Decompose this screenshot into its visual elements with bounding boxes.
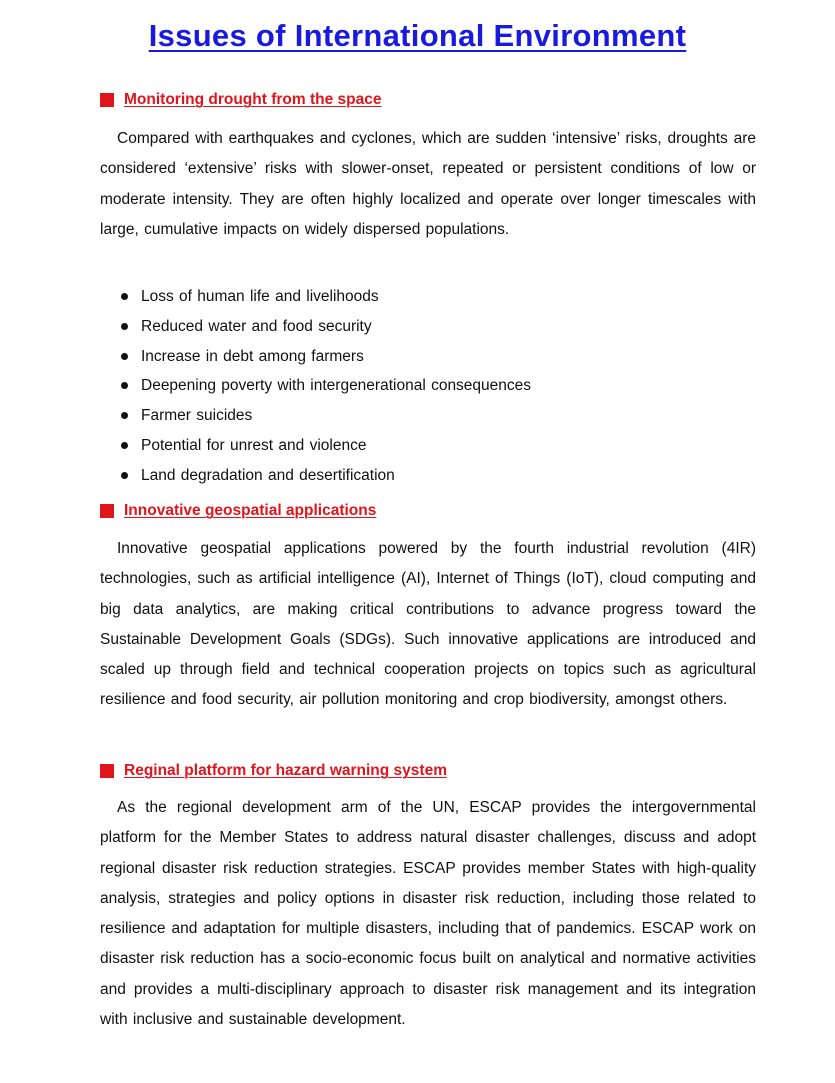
list-item-text: Farmer suicides xyxy=(141,407,253,425)
list-item xyxy=(100,401,756,431)
section-heading-geospatial xyxy=(100,502,376,520)
list-item xyxy=(100,461,756,491)
list-item-text: Potential for unrest and violence xyxy=(141,436,367,454)
list-item-text: Reduced water and food security xyxy=(141,317,372,335)
section-heading-label: Innovative geospatial applications xyxy=(124,502,377,519)
bullet-icon xyxy=(121,353,128,360)
paragraph-geospatial: Innovative geospatial applications powered by the fourth industrial revolution (4IR) technologies, such as artificial intelligence (AI), Internet of Things (IoT), cloud computing and big data analytics, are making critical contributions to advance progress toward the Sustainable Development Goals (SDGs). Such innovative applications are introduced and scaled up through field and technical cooperation projects on topics such as agricultural resilience and food security, air pollution monitoring and crop biodiversity, amongst others. xyxy=(100,540,756,709)
bullet-icon xyxy=(121,293,128,300)
heading-marker-square xyxy=(100,504,114,518)
bullet-icon xyxy=(121,323,128,330)
list-item xyxy=(100,371,756,401)
section-heading-drought xyxy=(100,91,381,109)
bullet-list-drought-impacts xyxy=(100,282,756,491)
section-heading-label: Monitoring drought from the space xyxy=(124,91,382,108)
section-heading-label: Reginal platform for hazard warning system xyxy=(124,762,447,779)
list-item xyxy=(100,312,756,342)
heading-marker-square xyxy=(100,93,114,107)
bullet-icon xyxy=(121,442,128,449)
paragraph-hazard-warning: As the regional development arm of the UN, ESCAP provides the intergovernmental platform for the Member States to address natural disaster challenges, discuss and adopt regional disaster risk reduction strategies. ESCAP provides member States with high-quality analysis, strategies and policy options in disaster risk reduction, including those related to resilience and adaptation for multiple disasters, including that of pandemics. ESCAP work on disaster risk reduction has a socio-economic focus built on analytical and normative activities and provides a multi-disciplinary approach to disaster risk management and its integration with inclusive and sustainable development. xyxy=(100,799,756,1029)
list-item xyxy=(100,431,756,461)
list-item xyxy=(100,282,756,312)
list-item-text: Loss of human life and livelihoods xyxy=(141,288,379,305)
list-item-text: Land degradation and desertification xyxy=(141,466,395,484)
page-title: Issues of International Environment xyxy=(148,18,687,53)
list-item-text: Deepening poverty with intergenerational consequences xyxy=(141,377,532,395)
bullet-icon xyxy=(121,472,128,479)
heading-marker-square xyxy=(100,764,114,778)
section-heading-hazard-warning xyxy=(100,762,447,780)
list-item xyxy=(100,342,756,372)
list-item-text: Increase in debt among farmers xyxy=(141,347,364,365)
paragraph-drought: Compared with earthquakes and cyclones, which are sudden ‘intensive’ risks, droughts are considered ‘extensive’ risks with slower-onset, repeated or persistent conditions of low or moderate intensity. They are often highly localized and operate over longer timescales with large, cumulative impacts on widely dispersed populations. xyxy=(100,130,756,238)
bullet-icon xyxy=(121,382,128,389)
bullet-icon xyxy=(121,412,128,419)
